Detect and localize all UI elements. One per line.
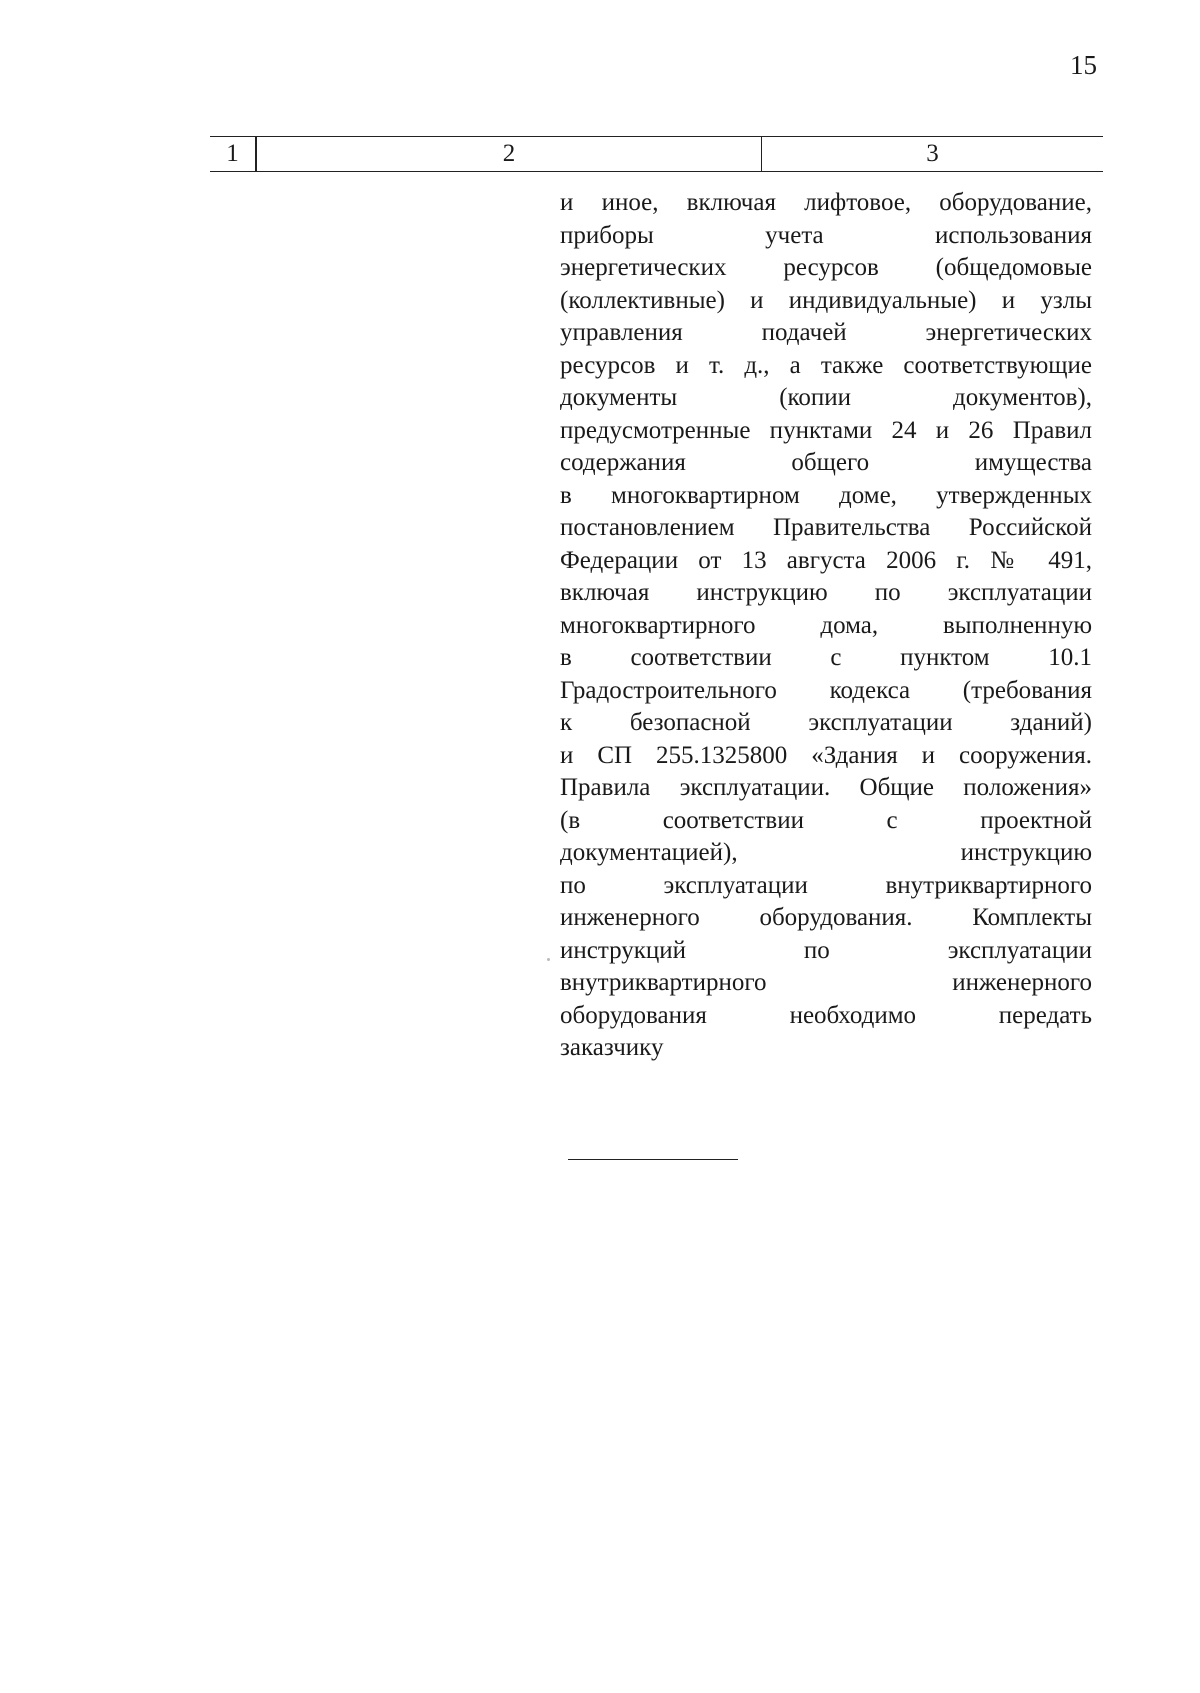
text-line: энергетических ресурсов (общедомовые (560, 254, 1092, 281)
text-line: Федерации от 13 августа 2006 г. № 491, (560, 546, 1092, 574)
text-line-last: заказчику (560, 1034, 664, 1061)
text-line: предусмотренные пунктами 24 и 26 Правил (560, 416, 1092, 444)
column-header-1: 1 (210, 137, 256, 171)
text-line: документы (копии документов), (560, 384, 1092, 411)
text-line: внутриквартирного инженерного (560, 969, 1092, 996)
text-line: ресурсов и т. д., а также соответствующие (560, 351, 1092, 379)
text-line: включая инструкцию по эксплуатации (560, 579, 1092, 606)
text-line: к безопасной эксплуатации зданий) (560, 709, 1092, 736)
text-line: в соответствии с пунктом 10.1 (560, 644, 1092, 671)
text-line: постановлением Правительства Российской (560, 514, 1092, 541)
text-line: Градостроительного кодекса (требования (560, 676, 1092, 704)
text-line: в многоквартирном доме, утвержденных (560, 481, 1092, 509)
text-line: управления подачей энергетических (560, 319, 1092, 346)
column-header-2: 2 (256, 137, 762, 171)
text-line: Правила эксплуатации. Общие положения» (560, 774, 1092, 801)
text-line: и СП 255.1325800 «Здания и сооружения. (560, 741, 1092, 769)
text-line: инженерного оборудования. Комплекты (560, 904, 1092, 931)
column-header-3: 3 (926, 140, 939, 167)
text-line: (в соответствии с проектной (560, 806, 1092, 834)
text-line: содержания общего имущества (560, 449, 1092, 476)
text-line: инструкций по эксплуатации (560, 936, 1092, 964)
text-line: по эксплуатации внутриквартирного (560, 871, 1092, 899)
end-of-document-rule (568, 1159, 738, 1160)
text-line: оборудования необходимо передать (560, 1001, 1092, 1029)
text-line: и иное, включая лифтовое, оборудование, (560, 189, 1092, 216)
scan-speck (547, 958, 550, 961)
text-line: приборы учета использования (560, 221, 1092, 249)
page-number: 15 (1070, 50, 1097, 80)
table-header-row (210, 136, 1103, 172)
text-line: (коллективные) и индивидуальные) и узлы (560, 286, 1092, 314)
text-line: документацией), инструкцию (560, 839, 1092, 866)
column-3-body-text (560, 187, 1092, 1065)
text-line: многоквартирного дома, выполненную (560, 611, 1092, 639)
